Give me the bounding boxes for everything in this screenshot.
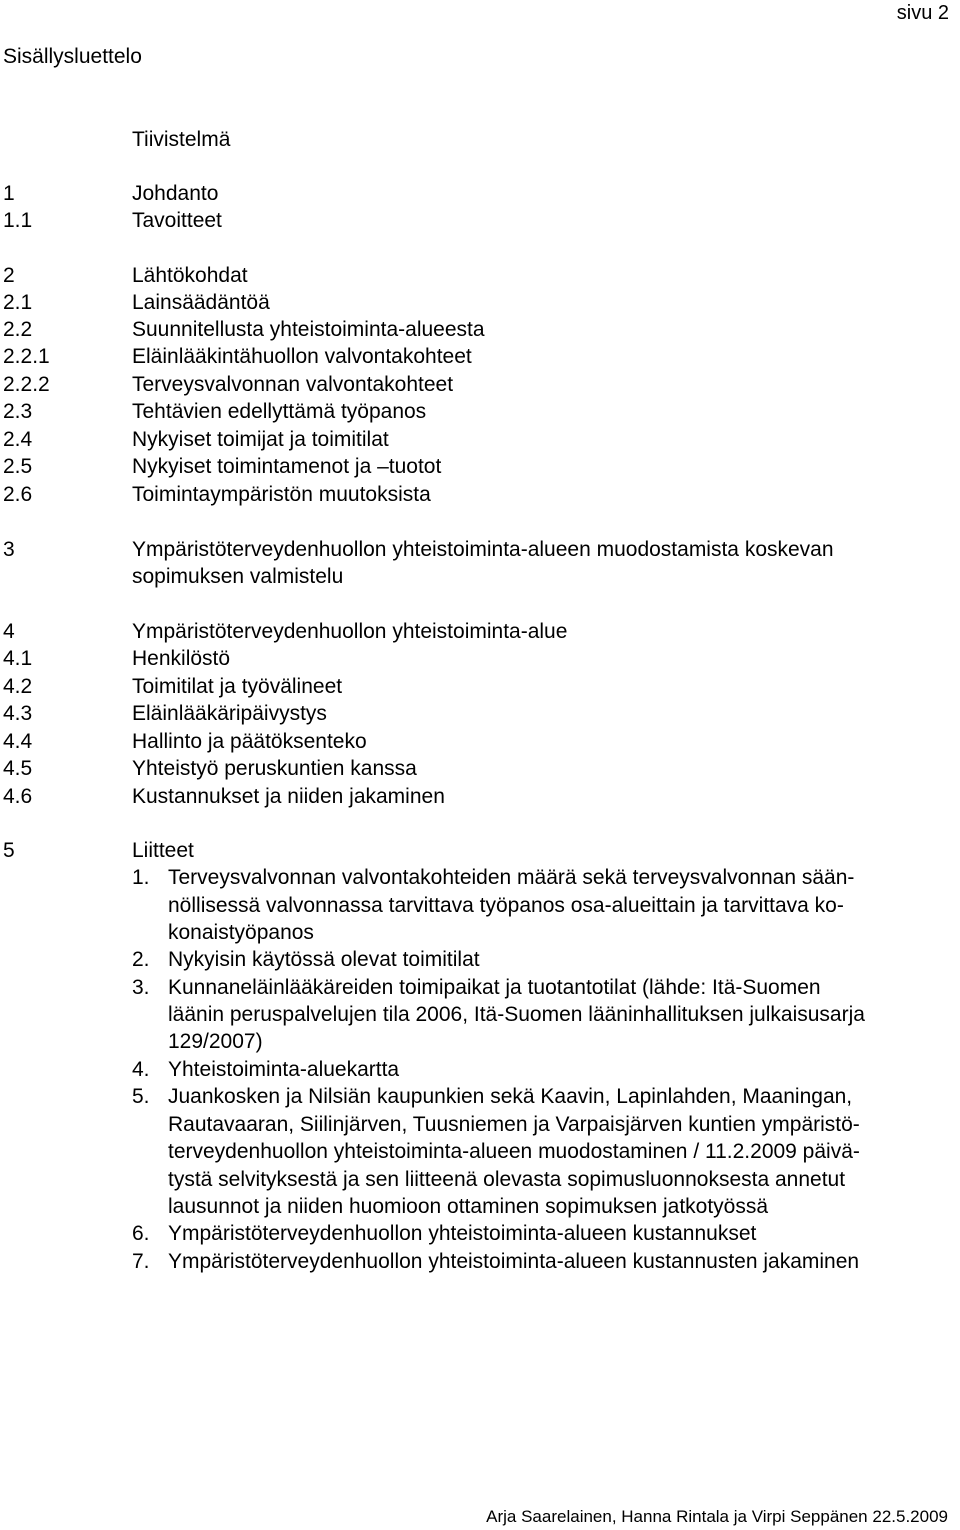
toc-entry-title: Tavoitteet: [132, 209, 222, 232]
page-number: sivu 2: [896, 2, 949, 24]
attachment-line: Ympäristöterveydenhuollon yhteistoiminta-alueen kustannukset: [168, 1222, 757, 1245]
attachment-line: Nykyisin käytössä olevat toimitilat: [168, 948, 480, 971]
toc-entry-number: 4: [3, 620, 15, 643]
toc-entry-title: Lähtökohdat: [132, 264, 248, 287]
toc-entry-title: Terveysvalvonnan valvontakohteet: [132, 373, 454, 396]
attachment-line: Juankosken ja Nilsiän kaupunkien sekä Kaavin, Lapinlahden, Maaningan,: [168, 1085, 853, 1108]
attachment-number: 3.: [132, 976, 150, 999]
attachment-line: 129/2007): [168, 1030, 263, 1053]
attachment-line: Terveysvalvonnan valvontakohteiden määrä sekä terveysvalvonnan sään-: [168, 866, 855, 889]
toc-entry-number: 5: [3, 839, 15, 862]
attachment-line: terveydenhuollon yhteistoiminta-alueen muodostaminen / 11.2.2009 päivä-: [168, 1140, 860, 1163]
toc-entry-number: 2.3: [3, 400, 33, 423]
toc-entry-title: Nykyiset toimijat ja toimitilat: [132, 428, 389, 451]
toc-entry-number: 2.2.1: [3, 345, 50, 368]
toc-entry-number: 2.2: [3, 318, 33, 341]
toc-entry-title: Tehtävien edellyttämä työpanos: [132, 400, 427, 423]
toc-entry-title-line: Ympäristöterveydenhuollon yhteistoiminta-alueen muodostamista koskevan: [132, 538, 834, 561]
toc-entry-title: Suunnitellusta yhteistoiminta-alueesta: [132, 318, 485, 341]
toc-entry-title: Toimintaympäristön muutoksista: [132, 483, 431, 506]
attachment-number: 4.: [132, 1058, 150, 1081]
toc-entry-number: 4.4: [3, 730, 33, 753]
toc-entry-number: 4.2: [3, 675, 33, 698]
attachment-number: 5.: [132, 1085, 150, 1108]
attachment-line: Yhteistoiminta-aluekartta: [168, 1058, 400, 1081]
attachment-line: läänin peruspalvelujen tila 2006, Itä-Suomen lääninhallituksen julkaisusarja: [168, 1003, 865, 1026]
toc-entry-title: Eläinlääkintähuollon valvontakohteet: [132, 345, 472, 368]
attachment-number: 6.: [132, 1222, 150, 1245]
toc-entry-title: Kustannukset ja niiden jakaminen: [132, 785, 445, 808]
toc-entry-title-line: sopimuksen valmistelu: [132, 565, 344, 588]
toc-entry-number: 2.2.2: [3, 373, 50, 396]
attachment-line: tystä selvityksestä ja sen liitteenä olevasta sopimusluonnoksesta annetut: [168, 1168, 846, 1191]
toc-entry-number: 3: [3, 538, 15, 561]
toc-entry-number: 2: [3, 264, 15, 287]
toc-entry-title: Liitteet: [132, 839, 194, 862]
attachment-number: 1.: [132, 866, 150, 889]
toc-entry-title: Ympäristöterveydenhuollon yhteistoiminta-alue: [132, 620, 568, 643]
attachment-line: nöllisessä valvonnassa tarvittava työpanos osa-alueittain ja tarvittava ko-: [168, 894, 844, 917]
attachment-line: Kunnaneläinlääkäreiden toimipaikat ja tuotantotilat (lähde: Itä-Suomen: [168, 976, 821, 999]
footer-authors-date: Arja Saarelainen, Hanna Rintala ja Virpi Seppänen 22.5.2009: [486, 1507, 948, 1526]
toc-entry-title: Hallinto ja päätöksenteko: [132, 730, 367, 753]
attachment-line: Ympäristöterveydenhuollon yhteistoiminta-alueen kustannusten jakaminen: [168, 1250, 860, 1273]
attachment-line: Rautavaaran, Siilinjärven, Tuusniemen ja Varpaisjärven kuntien ympäristö-: [168, 1113, 860, 1136]
attachment-number: 7.: [132, 1250, 150, 1273]
toc-entry-title: Henkilöstö: [132, 647, 231, 670]
toc-entry-number: 4.1: [3, 647, 33, 670]
toc-entry-title: Nykyiset toimintamenot ja –tuotot: [132, 455, 442, 478]
toc-entry-number: 2.1: [3, 291, 33, 314]
attachment-line: konaistyöpanos: [168, 921, 314, 944]
toc-entry-number: 2.4: [3, 428, 33, 451]
toc-entry-title: Toimitilat ja työvälineet: [132, 675, 343, 698]
toc-entry-number: 4.5: [3, 757, 33, 780]
toc-entry-number: 4.6: [3, 785, 33, 808]
toc-entry-number: 2.5: [3, 455, 33, 478]
toc-entry-title: Johdanto: [132, 182, 219, 205]
toc-title: Sisällysluettelo: [3, 45, 142, 68]
toc-entry-number: 1: [3, 182, 15, 205]
toc-entry-number: 4.3: [3, 702, 33, 725]
toc-entry-title: Lainsäädäntöä: [132, 291, 270, 314]
attachment-line: lausunnot ja niiden huomioon ottaminen sopimuksen jatkotyössä: [168, 1195, 769, 1218]
toc-entry-number: 2.6: [3, 483, 33, 506]
toc-entry-title: Eläinlääkäripäivystys: [132, 702, 327, 725]
toc-entry-title: Yhteistyö peruskuntien kanssa: [132, 757, 417, 780]
toc-entry-abstract[interactable]: Tiivistelmä: [132, 128, 231, 151]
attachment-number: 2.: [132, 948, 150, 971]
toc-entry-number: 1.1: [3, 209, 33, 232]
